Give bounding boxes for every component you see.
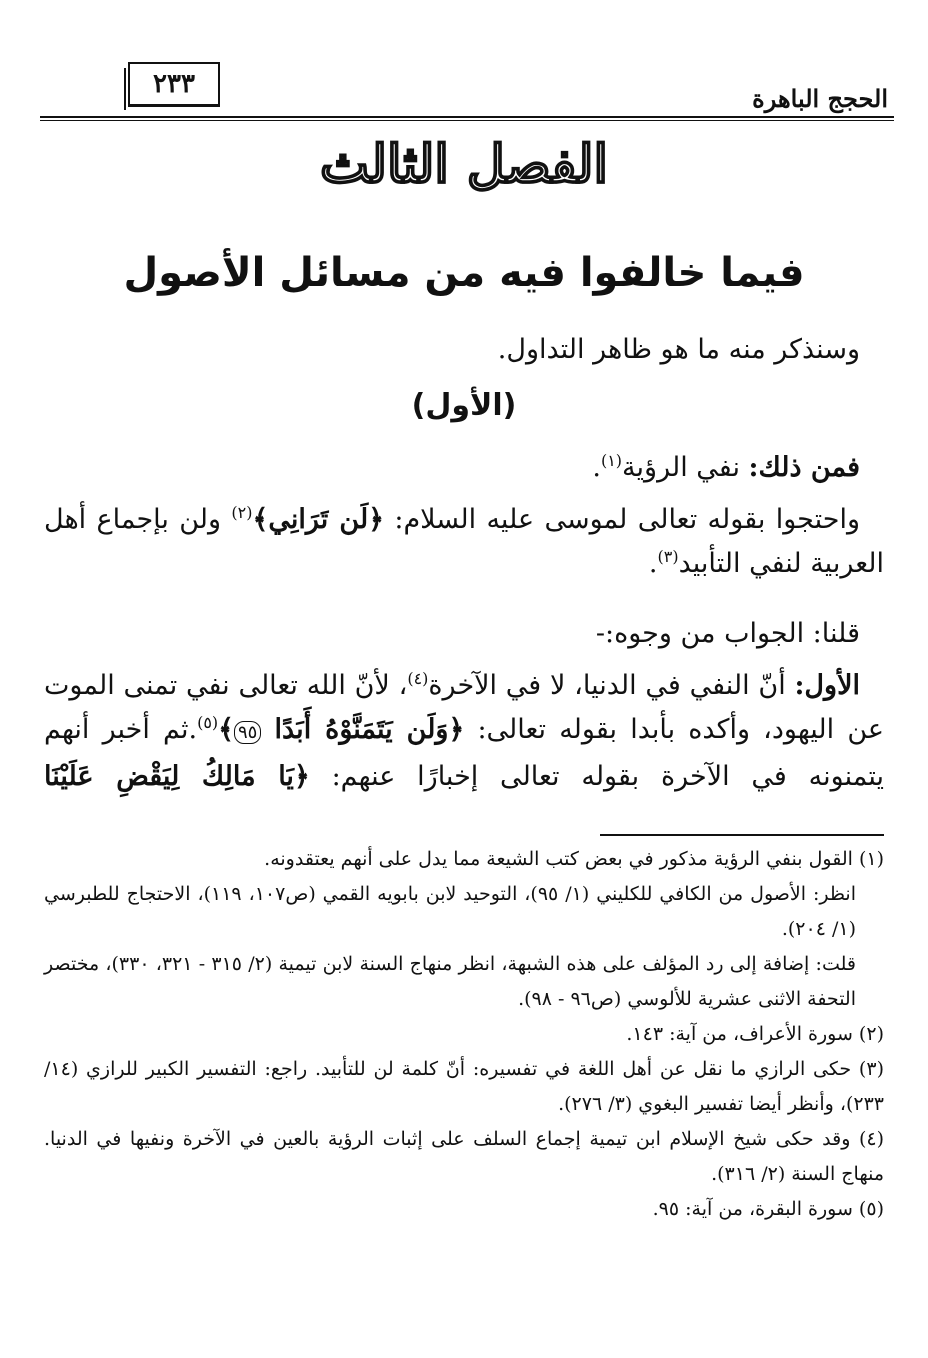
quran-quote-end: ﴾ <box>218 714 234 745</box>
footnote-1: (١) القول بنفي الرؤية مذكور في بعض كتب الشيعة مما يدل على أنهم يعتقدونه. <box>264 848 884 870</box>
footnote-4: (٤) وقد حكى شيخ الإسلام ابن تيمية إجماع السلف على إثبات الرؤية بالعين في الآخرة ونفيها في الدنيا. منهاج السنة (٢/ ٣١٦). <box>44 1128 884 1185</box>
footnote-3: (٣) حكى الرازي ما نقل عن أهل اللغة في تفسيره: أنّ كلمة لن للتأبيد. راجع: التفسير الكبير للرازي (١٤/ ٢٣٣)، وأنظر أيضا تفسير البغوي (٣/ ٢٧٦). <box>44 1058 884 1115</box>
paragraph-text: ، لأنّ الله تعالى نفي تمنى الموت عن اليهود، وأكده بأبدا بقوله تعالى: <box>44 670 884 745</box>
chapter-title-text: الفصل الثالث <box>320 134 608 195</box>
paragraph-denial-of-vision <box>44 446 860 490</box>
footnote-ref: (٢) <box>231 503 253 522</box>
section-title: فيما خالفوا فيه من مسائل الأصول <box>123 250 805 296</box>
footnote-ref: (٤) <box>407 669 429 688</box>
footnote-2: (٢) سورة الأعراف، من آية: ١٤٣. <box>626 1023 884 1045</box>
ayah-number: ٩٥ <box>234 721 261 744</box>
page-number: ٢٣٣ <box>128 62 220 107</box>
paragraph-text: نفي الرؤية <box>622 452 749 483</box>
chapter-title <box>0 134 928 195</box>
header-rule <box>40 116 894 118</box>
paragraph-text: ولن بإجماع أهل العربية لنفي التأبيد <box>44 504 884 579</box>
paragraph-first-answer <box>44 664 884 799</box>
header-rule-thin <box>40 120 894 121</box>
paragraph-argument <box>44 498 884 586</box>
paragraph-end: . <box>648 548 658 579</box>
footnote-ref: (١) <box>600 451 623 470</box>
quran-quote: ﴿لَن تَرَانِي﴾ <box>252 504 385 535</box>
footnote-ref: (٣) <box>657 547 679 566</box>
paragraph-lead: الأول: <box>794 670 860 701</box>
paragraph-text: .ثم أخبر أنهم يتمنونه في الآخرة بقوله تعالى إخبارًا عنهم: <box>44 714 884 792</box>
footnote-5: (٥) سورة البقرة، من آية: ٩٥. <box>652 1198 884 1220</box>
quran-quote: ﴿وَلَن يَتَمَنَّوْهُ أَبَدًا <box>274 714 465 745</box>
footnote-separator <box>600 834 884 836</box>
footnotes <box>44 842 884 1227</box>
running-header-title: الحجج الباهرة <box>752 84 888 113</box>
paragraph-answer-intro: قلنا: الجواب من وجوه:- <box>595 618 860 649</box>
paragraph-text: واحتجوا بقوله تعالى لموسى عليه السلام: <box>384 504 860 535</box>
sub-heading: (الأول) <box>411 388 517 423</box>
paragraph-text: أنّ النفي في الدنيا، لا في الآخرة <box>428 670 795 701</box>
quran-quote: ﴿يَا مَالِكُ لِيَقْضِ عَلَيْنَا <box>44 761 310 792</box>
footnote-1-sources: انظر: الأصول من الكافي للكليني (١/ ٩٥)، التوحيد لابن بابويه القمي (ص١٠٧، ١١٩)، الاحتجاج للطبرسي (١/ ٢٠٤). <box>44 883 856 940</box>
intro-paragraph: وسنذكر منه ما هو ظاهر التداول. <box>497 334 860 365</box>
footnote-1-note: قلت: إضافة إلى رد المؤلف على هذه الشبهة، انظر منهاج السنة لابن تيمية (٢/ ٣١٥ - ٣٢١، ٣٣٠)، مختصر التحفة الاثنى عشرية للألوسي (ص٩٦ - ٩٨). <box>44 953 856 1010</box>
paragraph-end: . <box>592 452 601 483</box>
footnote-ref: (٥) <box>197 713 219 732</box>
paragraph-lead: فمن ذلك: <box>748 452 860 483</box>
